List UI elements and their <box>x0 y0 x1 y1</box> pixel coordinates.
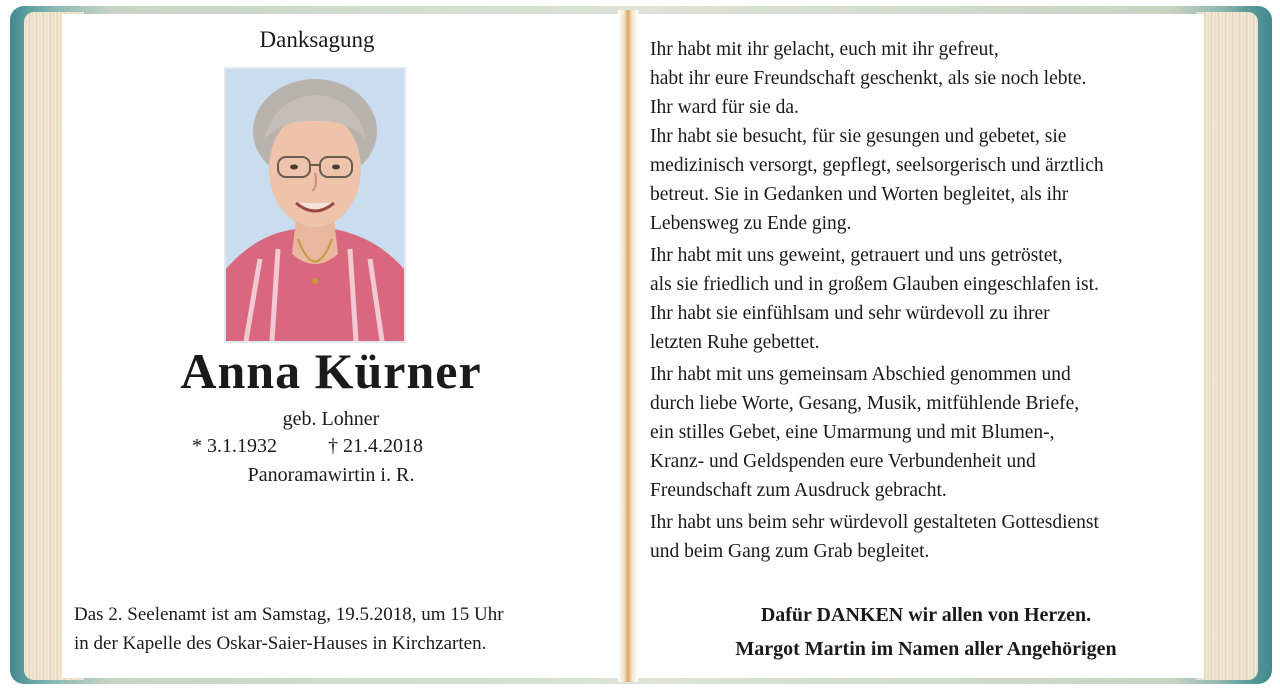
stanza-1 <box>650 35 1202 238</box>
text-line: Freundschaft zum Ausdruck gebracht. <box>650 480 947 501</box>
thank-you-text <box>650 35 1202 569</box>
text-line: Ihr habt uns beim sehr würdevoll gestalteten Gottesdienst <box>650 512 1099 533</box>
stanza-4 <box>650 508 1202 566</box>
closing-signature <box>650 598 1202 666</box>
mass-notice-line: Das 2. Seelenamt ist am Samstag, 19.5.2018, um 15 Uhr <box>74 604 504 625</box>
mass-notice-line: in der Kapelle des Oskar-Saier-Hauses in Kirchzarten. <box>74 633 487 654</box>
text-line: Kranz- und Geldspenden eure Verbundenheit und <box>650 451 1036 472</box>
closing-line-thanks: Dafür DANKEN wir allen von Herzen. <box>760 604 1092 626</box>
portrait-illustration <box>226 69 404 341</box>
text-line: ein stilles Gebet, eine Umarmung und mit Blumen-, <box>650 422 1055 443</box>
birth-name: geb. Lohner <box>282 408 380 430</box>
book-spine <box>618 10 638 682</box>
death-date: † 21.4.2018 <box>328 435 423 457</box>
mass-notice <box>74 600 614 658</box>
text-line: betreut. Sie in Gedanken und Worten begleitet, als ihr <box>650 184 1069 205</box>
text-line: Ihr habt sie einfühlsam und sehr würdevoll zu ihrer <box>650 303 1050 324</box>
closing-line-signature: Margot Martin im Namen aller Angehörigen <box>735 638 1117 660</box>
text-line: und beim Gang zum Grab begleitet. <box>650 541 930 562</box>
stanza-2 <box>650 241 1202 357</box>
text-line: Ihr habt mit uns gemeinsam Abschied genommen und <box>650 364 1071 385</box>
birth-date: * 3.1.1932 <box>192 435 277 457</box>
text-line: Ihr ward für sie da. <box>650 97 799 118</box>
text-line: Ihr habt mit uns geweint, getrauert und uns getröstet, <box>650 245 1063 266</box>
text-line: letzten Ruhe gebettet. <box>650 332 820 353</box>
stanza-3 <box>650 360 1202 505</box>
heading-danksagung: Danksagung <box>259 27 375 52</box>
text-line: als sie friedlich und in großem Glauben eingeschlafen ist. <box>650 274 1099 295</box>
text-line: Lebensweg zu Ende ging. <box>650 213 852 234</box>
occupation: Panoramawirtin i. R. <box>247 464 415 486</box>
text-line: habt ihr eure Freundschaft geschenkt, als sie noch lebte. <box>650 68 1087 89</box>
page-edges-right <box>1196 12 1258 680</box>
text-line: Ihr habt mit ihr gelacht, euch mit ihr gefreut, <box>650 39 999 60</box>
deceased-name: Anna Kürner <box>180 343 482 399</box>
text-line: Ihr habt sie besucht, für sie gesungen und gebetet, sie <box>650 126 1067 147</box>
portrait-photo <box>224 67 406 343</box>
text-line: durch liebe Worte, Gesang, Musik, mitfühlende Briefe, <box>650 393 1080 414</box>
text-line: medizinisch versorgt, gepflegt, seelsorgerisch und ärztlich <box>650 155 1104 176</box>
